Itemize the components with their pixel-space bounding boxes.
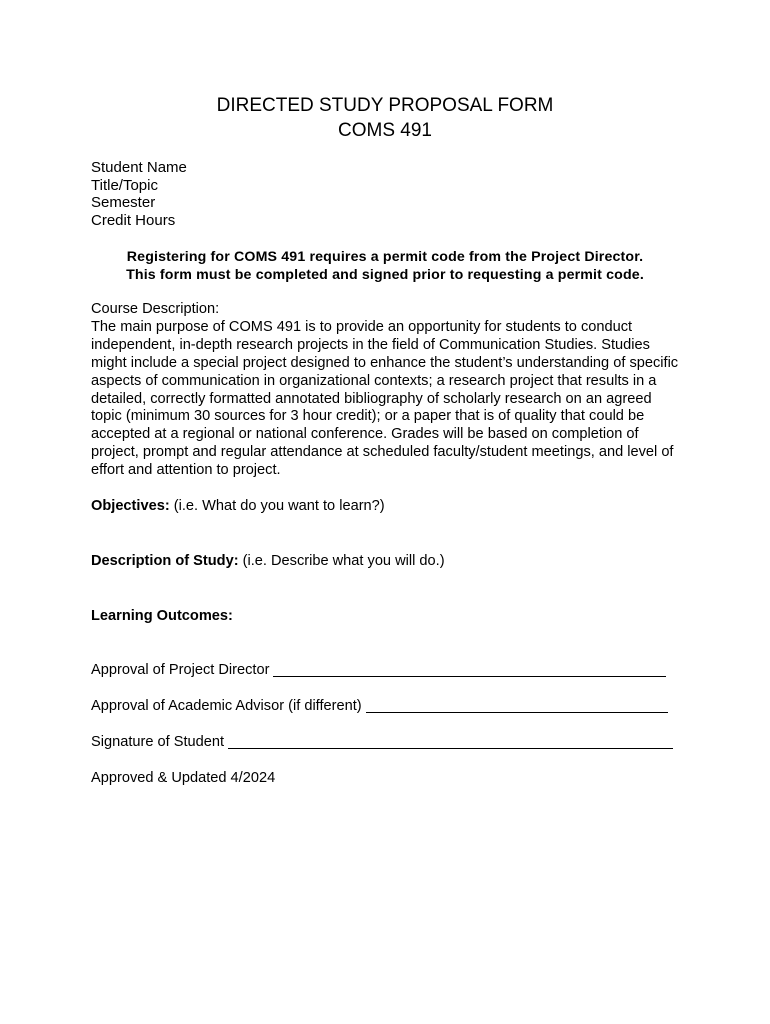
- title-topic-label: Title/Topic: [91, 176, 158, 194]
- objectives-label: Objectives:: [91, 498, 170, 514]
- course-description-label: Course Description:: [91, 301, 220, 317]
- advisor-approval-row: [91, 697, 668, 715]
- semester-label: Semester: [91, 194, 156, 212]
- advisor-signature-line[interactable]: [366, 698, 668, 713]
- director-signature-line[interactable]: [273, 662, 666, 677]
- student-info-fields: [91, 159, 187, 230]
- advisor-approval-label: Approval of Academic Advisor (if different): [91, 698, 362, 714]
- permit-notice-line1: Registering for COMS 491 requires a permit code from the Project Director.: [126, 249, 644, 265]
- student-signature-label: Signature of Student: [91, 734, 225, 750]
- approved-updated-footer: Approved & Updated 4/2024: [91, 770, 276, 786]
- student-signature-row: [91, 733, 673, 751]
- credit-hours-label: Credit Hours: [91, 212, 176, 230]
- objectives-section: [91, 497, 385, 515]
- description-section: [91, 552, 445, 570]
- course-description: [91, 301, 683, 480]
- objectives-hint: (i.e. What do you want to learn?): [169, 498, 385, 514]
- learning-outcomes-label: Learning Outcomes:: [91, 608, 233, 624]
- director-approval-label: Approval of Project Director: [91, 662, 270, 678]
- course-code-title: COMS 491: [338, 120, 432, 141]
- permit-notice-line2: This form must be completed and signed prior to requesting a permit code.: [126, 267, 644, 283]
- director-approval-row: [91, 661, 666, 679]
- course-description-body: The main purpose of COMS 491 is to provide an opportunity for students to conduct independent, in-depth research projects in the field of Communication Studies. Studies might include a special project designed to enhance the student’s understanding of specific aspects of communication in organizational contexts; a research project that results in a detailed, correctly formatted annotated bibliography of scholarly research on an agreed topic (minimum 30 sources for 3 hour credit); or a paper that is of quality that could be accepted at a regional or national conference. Grades will be based on completion of project, prompt and regular attendance at scheduled faculty/student meetings, and level of effort and attention to project.: [91, 318, 679, 479]
- student-name-label: Student Name: [91, 159, 187, 176]
- description-label: Description of Study:: [91, 553, 239, 569]
- student-signature-line[interactable]: [228, 734, 673, 749]
- description-hint: (i.e. Describe what you will do.): [238, 553, 445, 569]
- form-title: DIRECTED STUDY PROPOSAL FORM: [216, 95, 554, 116]
